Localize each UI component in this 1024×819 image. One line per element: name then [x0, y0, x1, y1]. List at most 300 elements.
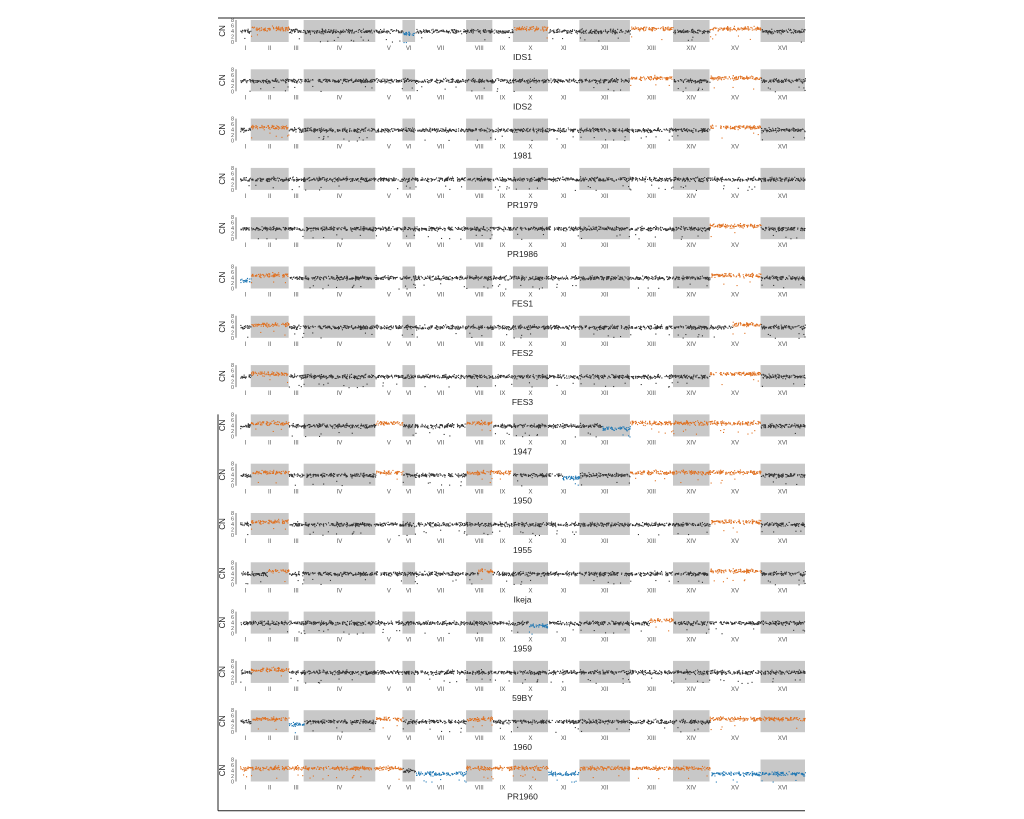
cn-point: [681, 79, 682, 80]
cn-point: [265, 28, 266, 29]
cn-point: [251, 127, 252, 128]
cn-point: [246, 177, 247, 178]
cn-point: [457, 177, 458, 178]
cn-point: [671, 27, 672, 28]
cn-point: [789, 131, 790, 132]
cn-point: [421, 180, 422, 181]
cn-point: [433, 32, 434, 33]
cn-point: [647, 130, 648, 131]
cn-point: [689, 31, 690, 32]
cn-point: [494, 33, 495, 34]
cn-point: [669, 130, 670, 131]
cn-point: [248, 180, 249, 181]
cn-point: [363, 131, 364, 132]
cn-point: [568, 178, 569, 179]
cn-point: [673, 27, 674, 28]
cn-point: [473, 130, 474, 131]
cn-point: [732, 78, 733, 79]
cn-point: [382, 79, 383, 80]
cn-point: [590, 31, 591, 32]
cn-point: [554, 130, 555, 131]
cn-point: [480, 81, 481, 82]
cn-point: [772, 31, 773, 32]
cn-point: [321, 33, 322, 34]
cn-point: [669, 140, 670, 141]
cn-point: [248, 130, 249, 131]
cn-point: [621, 79, 622, 80]
cn-point: [683, 82, 684, 83]
cn-point: [721, 126, 722, 127]
cn-point: [529, 27, 530, 28]
cn-point: [244, 130, 245, 131]
cn-point: [360, 132, 361, 133]
cn-point: [707, 31, 708, 32]
cn-point: [578, 31, 579, 32]
cn-point: [313, 130, 314, 131]
cn-point: [560, 132, 561, 133]
cn-point: [412, 128, 413, 129]
cn-point: [548, 131, 549, 132]
cn-point: [520, 131, 521, 132]
cn-point: [473, 178, 474, 179]
cn-point: [328, 180, 329, 181]
cn-point: [667, 28, 668, 29]
cn-point: [693, 81, 694, 82]
cn-point: [371, 87, 372, 88]
cn-point: [758, 127, 759, 128]
cn-point: [729, 76, 730, 77]
cn-point: [653, 79, 654, 80]
cn-point: [543, 31, 544, 32]
cn-point: [485, 179, 486, 180]
cn-point: [740, 78, 741, 79]
cn-point: [460, 130, 461, 131]
panel-title: 1981: [513, 151, 532, 161]
cn-point: [660, 129, 661, 130]
cn-point: [522, 130, 523, 131]
cn-point: [752, 128, 753, 129]
cn-point: [377, 180, 378, 181]
cn-point: [543, 178, 544, 179]
cn-point: [399, 32, 400, 33]
cn-point: [278, 129, 279, 130]
cn-point: [741, 76, 742, 77]
cn-point: [411, 179, 412, 180]
cn-point: [317, 30, 318, 31]
cn-point: [303, 130, 304, 131]
cn-point: [802, 129, 803, 130]
cn-point: [659, 78, 660, 79]
cn-point: [764, 82, 765, 83]
cn-point: [294, 31, 295, 32]
cn-point: [747, 126, 748, 127]
cn-point: [564, 128, 565, 129]
cn-point: [579, 82, 580, 83]
cn-point: [593, 131, 594, 132]
cn-point: [434, 179, 435, 180]
cn-point: [432, 130, 433, 131]
cn-point: [435, 81, 436, 82]
cn-point: [448, 81, 449, 82]
cn-point: [363, 179, 364, 180]
cn-point: [305, 179, 306, 180]
cn-point: [381, 131, 382, 132]
cn-point: [452, 129, 453, 130]
cn-point: [428, 80, 429, 81]
cn-point: [249, 179, 250, 180]
cn-point: [371, 130, 372, 131]
cn-point: [390, 129, 391, 130]
cn-point: [545, 80, 546, 81]
cn-point: [424, 131, 425, 132]
cn-point: [456, 32, 457, 33]
cn-point: [424, 129, 425, 130]
cn-point: [581, 82, 582, 83]
cn-point: [472, 79, 473, 80]
cn-point: [281, 126, 282, 127]
cn-point: [616, 32, 617, 33]
cn-point: [409, 34, 410, 35]
cn-point: [746, 77, 747, 78]
cn-point: [504, 80, 505, 81]
cn-point: [314, 128, 315, 129]
cn-point: [348, 81, 349, 82]
cn-point: [509, 179, 510, 180]
cn-point: [638, 129, 639, 130]
cn-point: [631, 29, 632, 30]
cn-point: [338, 177, 339, 178]
cn-point: [307, 130, 308, 131]
panel-1981: [218, 117, 806, 161]
cn-point: [719, 29, 720, 30]
cn-point: [414, 128, 415, 129]
cn-point: [479, 179, 480, 180]
cn-point: [325, 130, 326, 131]
cn-point: [406, 42, 407, 43]
cn-point: [502, 181, 503, 182]
cn-point: [291, 80, 292, 81]
cn-point: [461, 179, 462, 180]
y-tick-label: 6: [231, 24, 234, 30]
cn-point: [271, 179, 272, 180]
cn-point: [784, 131, 785, 132]
cn-point: [319, 79, 320, 80]
cn-point: [465, 30, 466, 31]
cn-point: [438, 177, 439, 178]
cn-point: [431, 80, 432, 81]
cn-point: [317, 179, 318, 180]
cn-point: [331, 130, 332, 131]
cn-point: [250, 31, 251, 32]
cn-point: [564, 30, 565, 31]
cn-point: [305, 128, 306, 129]
cn-point: [394, 128, 395, 129]
cn-point: [661, 131, 662, 132]
cn-point: [275, 78, 276, 79]
cn-point: [347, 179, 348, 180]
cn-point: [756, 30, 757, 31]
cn-point: [612, 128, 613, 129]
cn-point: [308, 79, 309, 80]
cn-point: [698, 33, 699, 34]
cn-point: [583, 131, 584, 132]
cn-point: [512, 32, 513, 33]
cn-point: [291, 29, 292, 30]
cn-point: [437, 82, 438, 83]
cn-point: [382, 81, 383, 82]
cn-point: [627, 128, 628, 129]
cn-point: [644, 130, 645, 131]
cn-point: [352, 180, 353, 181]
cn-point: [680, 31, 681, 32]
cn-point: [692, 80, 693, 81]
cn-point: [565, 180, 566, 181]
cn-point: [594, 29, 595, 30]
cn-point: [486, 31, 487, 32]
cn-point: [330, 179, 331, 180]
cn-point: [691, 39, 692, 40]
chromosome-label: XIII: [647, 46, 656, 52]
cn-point: [368, 129, 369, 130]
cn-point: [533, 28, 534, 29]
chromosome-label: IX: [500, 95, 506, 101]
cn-point: [408, 79, 409, 80]
cn-point: [438, 129, 439, 130]
cn-point: [260, 181, 261, 182]
cn-point: [608, 82, 609, 83]
cn-point: [506, 180, 507, 181]
cn-point: [777, 80, 778, 81]
cn-point: [507, 186, 508, 187]
cn-point: [453, 32, 454, 33]
y-tick-label: 6: [231, 122, 234, 128]
cn-point: [581, 137, 582, 138]
cn-point: [367, 130, 368, 131]
cn-point: [492, 79, 493, 80]
cn-point: [643, 29, 644, 30]
cn-point: [707, 82, 708, 83]
cn-point: [329, 179, 330, 180]
cn-point: [241, 180, 242, 181]
cn-point: [266, 81, 267, 82]
cn-point: [502, 31, 503, 32]
cn-point: [488, 30, 489, 31]
cn-point: [768, 87, 769, 88]
cn-point: [427, 31, 428, 32]
cn-point: [666, 129, 667, 130]
cn-point: [503, 130, 504, 131]
cn-point: [654, 75, 655, 76]
cn-point: [597, 83, 598, 84]
cn-point: [261, 82, 262, 83]
cn-point: [760, 29, 761, 30]
cn-point: [251, 126, 252, 127]
cn-point: [530, 87, 531, 88]
cn-point: [257, 128, 258, 129]
cn-point: [730, 126, 731, 127]
cn-point: [552, 129, 553, 130]
cn-point: [562, 31, 563, 32]
cn-point: [545, 129, 546, 130]
cn-point: [595, 31, 596, 32]
cn-point: [452, 82, 453, 83]
cn-point: [428, 181, 429, 182]
cn-point: [532, 179, 533, 180]
cn-point: [260, 88, 261, 89]
cn-point: [412, 88, 413, 89]
cn-point: [337, 81, 338, 82]
cn-point: [715, 78, 716, 79]
cn-point: [589, 129, 590, 130]
cn-point: [372, 80, 373, 81]
cn-point: [706, 80, 707, 81]
cn-point: [292, 177, 293, 178]
cn-point: [771, 130, 772, 131]
cn-point: [578, 130, 579, 131]
cn-point: [451, 178, 452, 179]
cn-point: [474, 81, 475, 82]
cn-point: [450, 128, 451, 129]
cn-point: [304, 180, 305, 181]
cn-point: [507, 128, 508, 129]
cn-point: [486, 130, 487, 131]
cn-point: [339, 178, 340, 179]
cn-point: [257, 30, 258, 31]
cn-point: [596, 33, 597, 34]
cn-point: [366, 30, 367, 31]
cn-point: [398, 80, 399, 81]
cn-point: [558, 29, 559, 30]
cn-point: [779, 32, 780, 33]
cn-point: [510, 32, 511, 33]
cn-point: [404, 79, 405, 80]
cn-point: [558, 129, 559, 130]
cn-point: [637, 130, 638, 131]
cn-point: [569, 82, 570, 83]
cn-point: [259, 127, 260, 128]
chromosome-label: VIII: [475, 46, 484, 52]
cn-point: [520, 82, 521, 83]
cn-point: [512, 180, 513, 181]
cn-point: [441, 131, 442, 132]
cn-point: [709, 32, 710, 33]
chromosome-label: XII: [601, 46, 609, 52]
cn-point: [698, 88, 699, 89]
cn-point: [507, 80, 508, 81]
cn-point: [327, 79, 328, 80]
cn-point: [579, 179, 580, 180]
cn-point: [285, 27, 286, 28]
cn-point: [447, 31, 448, 32]
cn-point: [258, 81, 259, 82]
cn-point: [398, 31, 399, 32]
cn-point: [288, 28, 289, 29]
cn-point: [264, 129, 265, 130]
cn-point: [781, 80, 782, 81]
cn-point: [553, 30, 554, 31]
cn-point: [717, 80, 718, 81]
cn-point: [628, 82, 629, 83]
cn-point: [390, 33, 391, 34]
cn-point: [274, 177, 275, 178]
cn-point: [293, 79, 294, 80]
cn-point: [600, 30, 601, 31]
cn-point: [625, 79, 626, 80]
cn-point: [733, 87, 734, 88]
cn-point: [405, 180, 406, 181]
cn-point: [803, 87, 804, 88]
cn-point: [566, 30, 567, 31]
cn-point: [534, 180, 535, 181]
cn-point: [704, 131, 705, 132]
cn-point: [346, 180, 347, 181]
cn-point: [456, 129, 457, 130]
cn-point: [467, 31, 468, 32]
cn-point: [536, 179, 537, 180]
cn-point: [766, 80, 767, 81]
cn-point: [628, 30, 629, 31]
cn-point: [737, 28, 738, 29]
cn-point: [475, 130, 476, 131]
cn-point: [539, 80, 540, 81]
cn-point: [602, 129, 603, 130]
cn-point: [686, 130, 687, 131]
cn-point: [512, 31, 513, 32]
cn-point: [634, 29, 635, 30]
cn-point: [400, 130, 401, 131]
cn-point: [300, 31, 301, 32]
cn-point: [297, 29, 298, 30]
cn-point: [518, 29, 519, 30]
cn-point: [645, 28, 646, 29]
cn-point: [347, 79, 348, 80]
cn-point: [578, 132, 579, 133]
cn-point: [278, 82, 279, 83]
cn-point: [267, 30, 268, 31]
cn-point: [554, 179, 555, 180]
cn-point: [561, 131, 562, 132]
cn-point: [270, 82, 271, 83]
cn-point: [384, 79, 385, 80]
cn-point: [523, 128, 524, 129]
cn-point: [482, 130, 483, 131]
cn-point: [559, 30, 560, 31]
cn-point: [489, 31, 490, 32]
cn-point: [530, 28, 531, 29]
cn-point: [787, 32, 788, 33]
cn-point: [512, 80, 513, 81]
cn-point: [678, 32, 679, 33]
cn-point: [714, 79, 715, 80]
cn-point: [570, 130, 571, 131]
cn-point: [633, 27, 634, 28]
cn-point: [625, 33, 626, 34]
cn-point: [519, 180, 520, 181]
cn-point: [476, 30, 477, 31]
cn-point: [499, 186, 500, 187]
cn-point: [384, 31, 385, 32]
cn-point: [252, 127, 253, 128]
cn-point: [457, 81, 458, 82]
cn-point: [683, 81, 684, 82]
cn-point: [372, 179, 373, 180]
cn-point: [245, 31, 246, 32]
cn-point: [456, 31, 457, 32]
cn-point: [760, 30, 761, 31]
cn-point: [326, 132, 327, 133]
cn-point: [415, 81, 416, 82]
cn-point: [751, 127, 752, 128]
